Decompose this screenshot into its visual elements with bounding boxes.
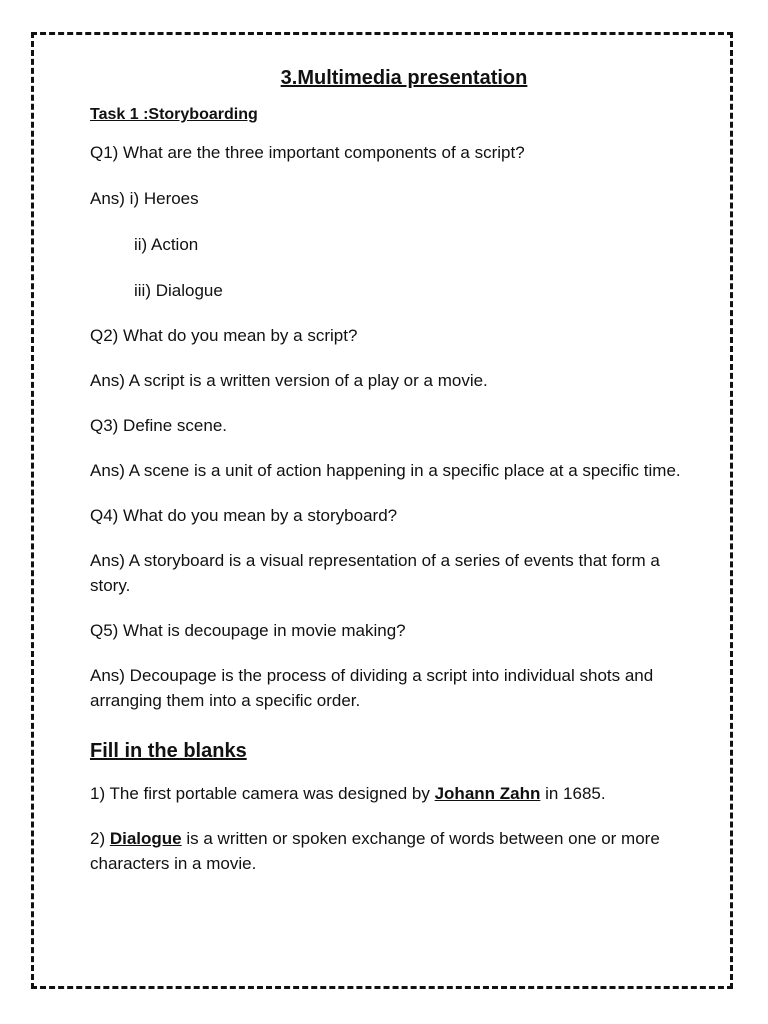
question-3: Q3) Define scene. bbox=[90, 416, 228, 435]
fill-item-1 bbox=[90, 781, 690, 806]
fill-item-2-answer: Dialogue bbox=[109, 829, 182, 848]
answer-3: Ans) A scene is a unit of action happening in a specific place at a specific time. bbox=[90, 461, 681, 480]
answer-2: Ans) A script is a written version of a play or a movie. bbox=[90, 371, 488, 390]
task-heading: Task 1 :Storyboarding bbox=[90, 106, 258, 123]
fill-item-2-suffix: is a written or spoken exchange of words between one or more characters in a movie. bbox=[90, 829, 660, 873]
fill-item-2 bbox=[90, 826, 690, 876]
answer-1-item-3: iii) Dialogue bbox=[134, 281, 223, 300]
question-4: Q4) What do you mean by a storyboard? bbox=[90, 506, 398, 525]
question-1: Q1) What are the three important components of a script? bbox=[90, 143, 525, 162]
page-title: 3.Multimedia presentation bbox=[280, 67, 528, 89]
fill-item-1-prefix: 1) The first portable camera was designed by bbox=[90, 784, 435, 803]
fill-item-1-answer: Johann Zahn bbox=[434, 784, 541, 803]
fill-in-blanks-heading: Fill in the blanks bbox=[90, 740, 247, 762]
fill-item-1-suffix: in 1685. bbox=[540, 784, 606, 803]
fill-item-2-prefix: 2) bbox=[90, 829, 110, 848]
document-content bbox=[90, 64, 690, 876]
question-2: Q2) What do you mean by a script? bbox=[90, 326, 358, 345]
question-5: Q5) What is decoupage in movie making? bbox=[90, 621, 406, 640]
answer-4: Ans) A storyboard is a visual representation of a series of events that form a story. bbox=[90, 551, 660, 595]
answer-5: Ans) Decoupage is the process of dividing a script into individual shots and arranging them into a specific order. bbox=[90, 666, 654, 710]
answer-1-item-1: Ans) i) Heroes bbox=[90, 189, 199, 208]
answer-1-item-2: ii) Action bbox=[134, 235, 199, 254]
